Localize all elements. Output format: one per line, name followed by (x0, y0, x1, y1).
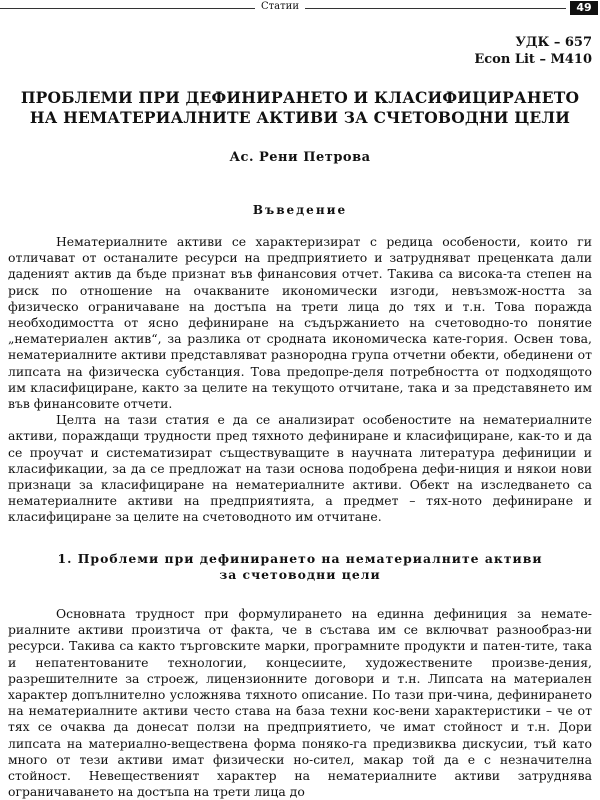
title-line-1: ПРОБЛЕМИ ПРИ ДЕФИНИРАНЕТО И КЛАСИФИЦИРАНЕТО (20, 88, 580, 107)
econlit-code: Econ Lit – M410 (474, 52, 592, 67)
intro-heading: Въведение (252, 203, 348, 217)
article-title (0, 88, 600, 128)
running-head (0, 0, 600, 16)
section-1-heading-line-1: 1. Проблеми при дефинирането на нематериалните активи (57, 551, 543, 566)
section-1-heading-line-2: за счетоводни цели (219, 567, 381, 582)
classification-codes (474, 34, 592, 68)
section-1-body (8, 606, 592, 800)
running-head-section (0, 0, 560, 14)
section-1-heading (0, 551, 600, 583)
page-number: 49 (570, 1, 598, 15)
udk-code: УДК – 657 (515, 35, 592, 50)
intro-paragraph-1: Нематериалните активи се характеризират с редица особености, които ги отличават от останалите ресурси на предприятието и затрудняват преценката дали даденият актив да бъде признат във финансовия отчет. Такива са висока-та степен на риск по отношение на очакваните икономически изгоди, невъзмож-ността за физическо ограничаване на достъпа на трети лица до тях и т.н. Това поражда необходимостта от ясно дефиниране на съдържанието на счетоводно-то понятие „нематериален актив“, за разлика от сродната икономическа кате-гория. Освен това, нематериалните активи представляват разнородна група отчетни обекти, обединени от липсата на физическа субстанция. Това предопре-деля потребността от подходящото им класифициране, както за целите на текущото отчитане, така и за представянето им във финансовите отчети. (8, 234, 592, 412)
intro-paragraph-2: Целта на тази статия е да се анализират особеностите на нематериалните активи, пораждащи трудности пред тяхното дефиниране и класифициране, как-то и да се проучат и систематизират съществуващите в научната литература дефиниции и класификации, за да се предложат на тази основа подобрена дефи-ниция и някои нови признаци за класифициране на нематериалните активи. Обект на изследването са нематериалните активи на предприятията, а предмет – тях-ното дефиниране и класифициране за целите на счетоводното им отчитане. (8, 412, 592, 525)
intro-body (8, 234, 592, 526)
section-1-paragraph-1: Основната трудност при формулирането на единна дефиниция за немате-риалните активи произтича от факта, че в състава им се включват разнообраз-ни ресурси. Такива са както търговските марки, програмните продукти и патен-тите, така и непатентованите технологии, концесиите, художествените произве-дения, разрешителните за строеж, лицензионните договори и т.н. Липсата на материален характер допълнително усложнява тяхното описание. По тази при-чина, дефинирането на нематериалните активи често става на база техни кос-вени характеристики – че от тях се очаква да донесат ползи на предприятието, че имат стойност и т.н. Дори липсата на материално-веществена форма поняко-га предизвиква дискусии, тъй като много от тези активи имат физически но-сител, макар той да е с незначителна стойност. Невещественият характер на нематериалните активи затруднява ограничаването на достъпа на трети лица до (8, 606, 592, 800)
author: Ас. Рени Петрова (229, 150, 371, 165)
running-head-section-text: Статии (255, 1, 305, 12)
title-line-2: НА НЕМАТЕРИАЛНИТЕ АКТИВИ ЗА СЧЕТОВОДНИ ЦЕЛИ (29, 108, 571, 127)
